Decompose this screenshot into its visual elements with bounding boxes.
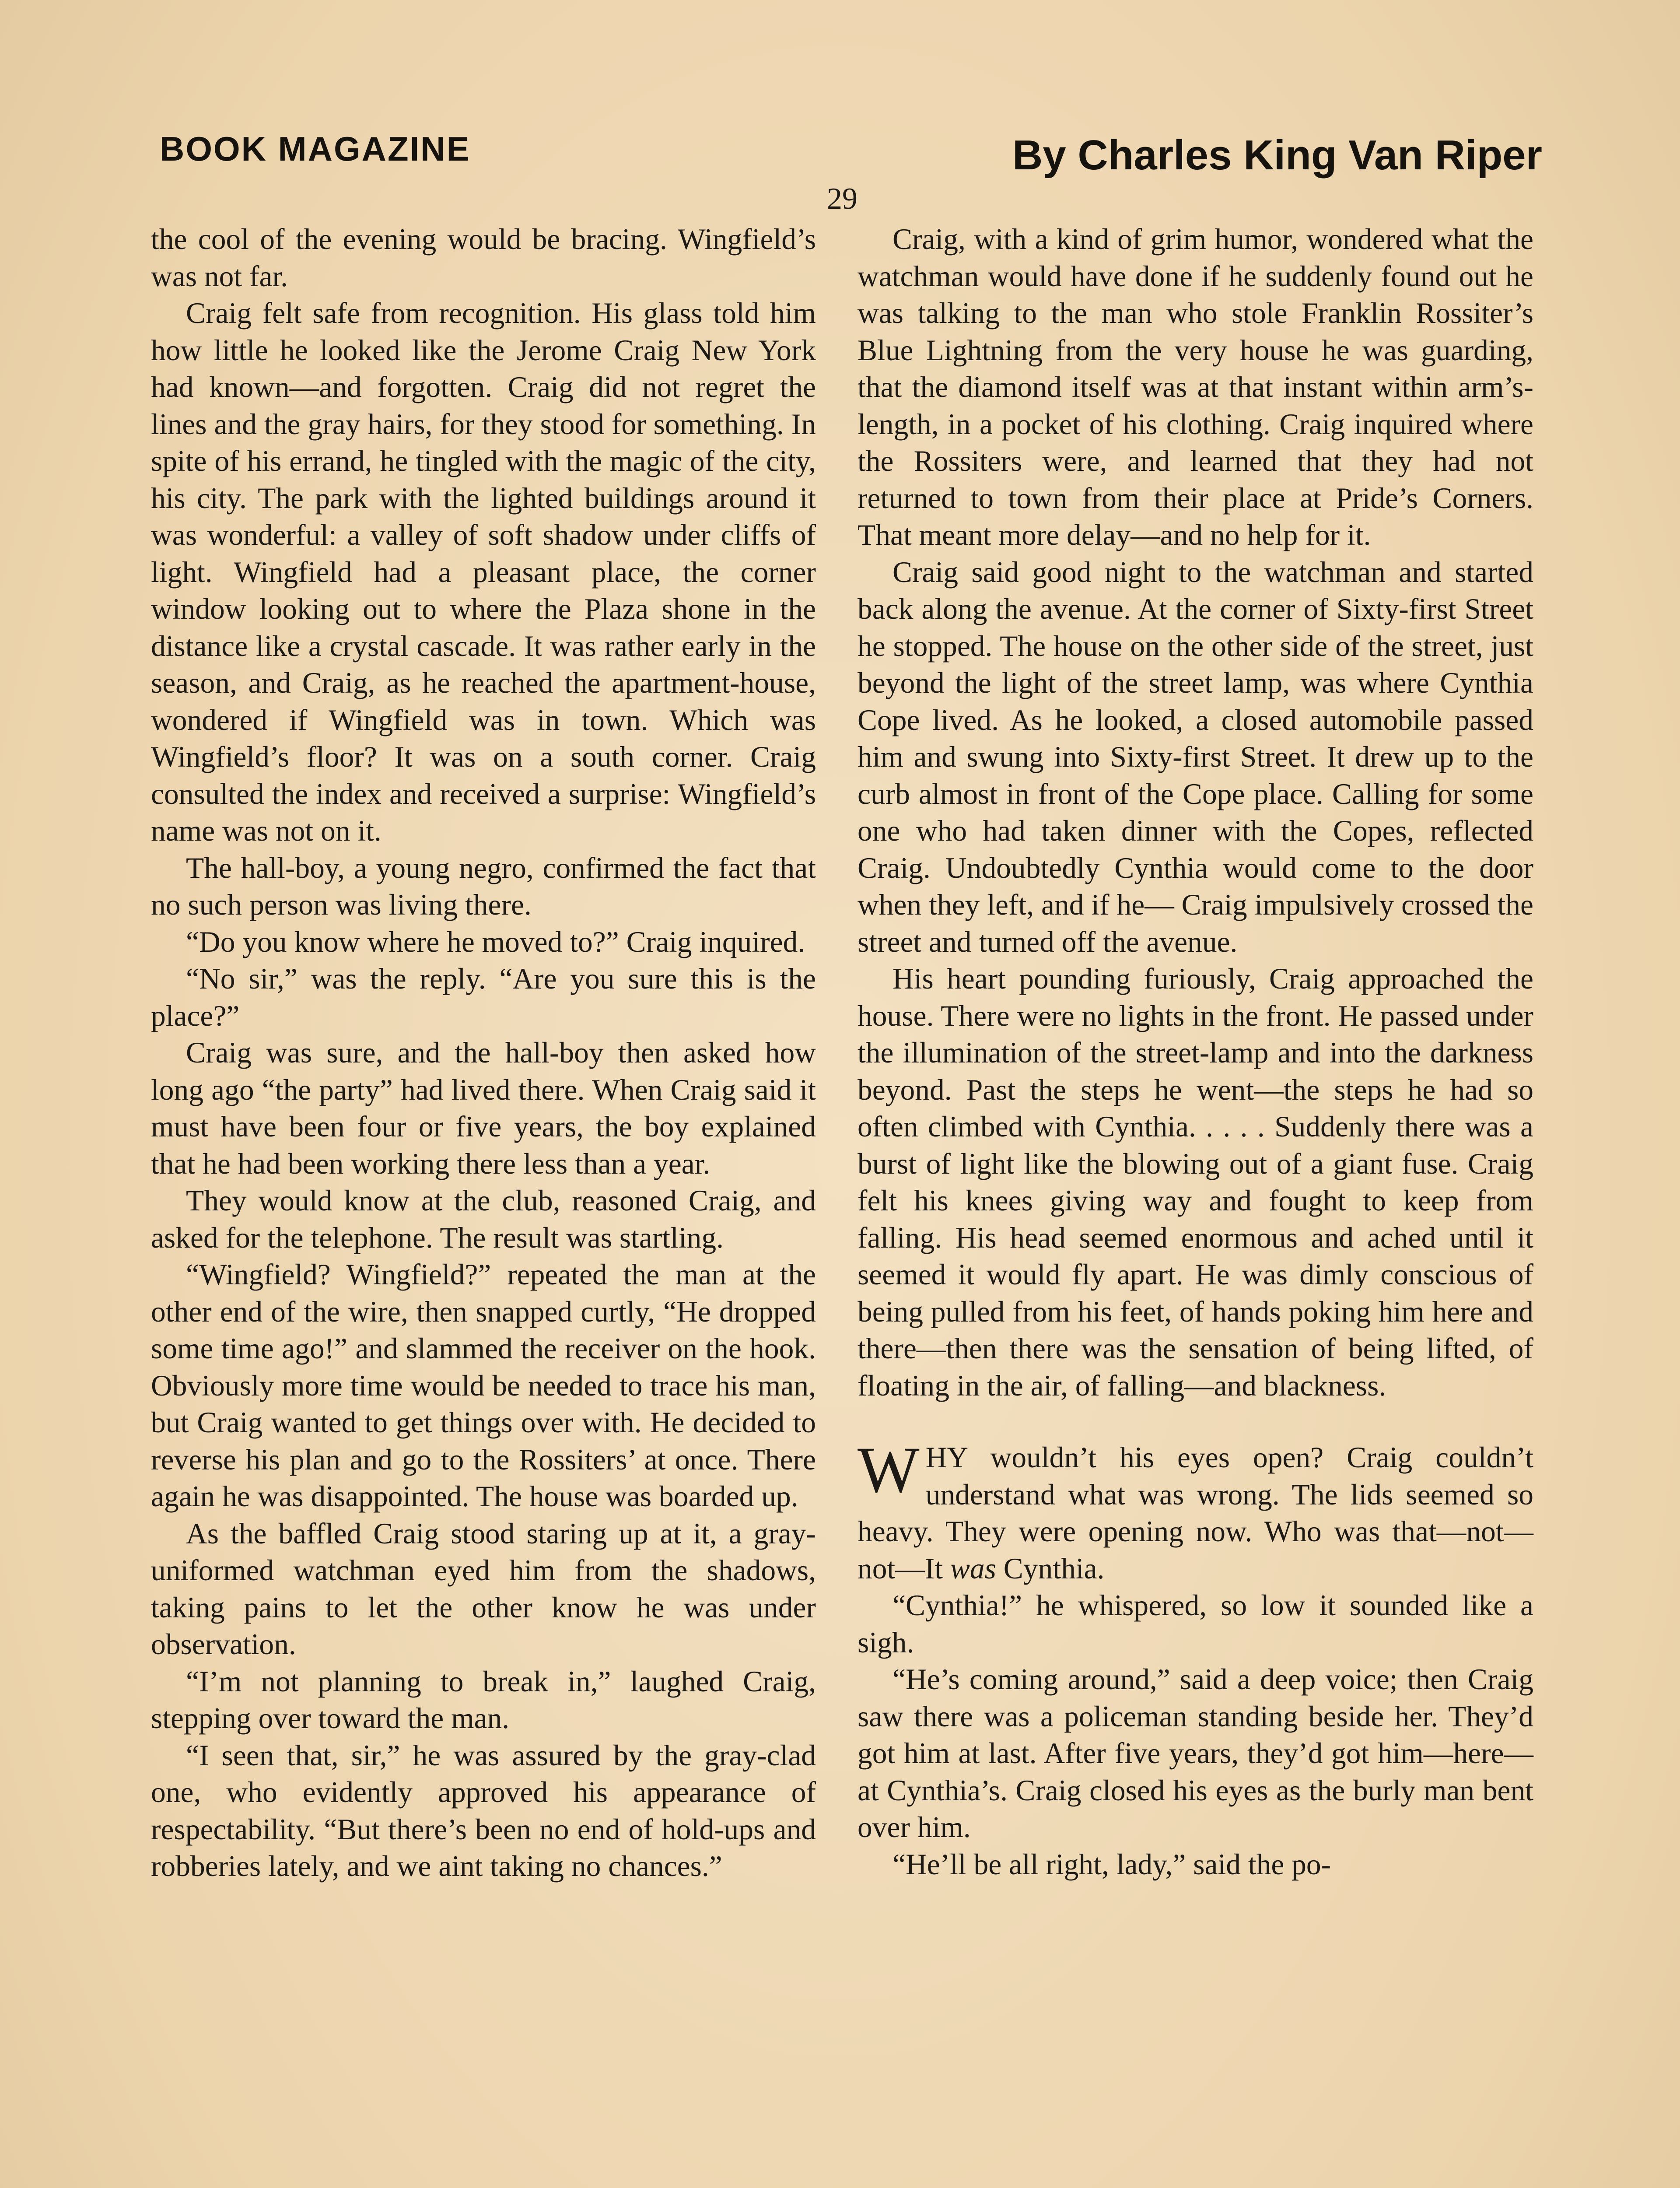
paragraph: “Wingfield? Wingfield?” repeated the man at the other end of the wire, then snapped curtly, “He dropped some time ago!” and slammed the receiver on the hook. Obviously more time would be needed to trace his man, but Craig wanted to get things over with. He decided to reverse his plan and go to the Rossiters’ at once. There again he was disappointed. The house was boarded up. [151,1258,816,1513]
paragraph: “He’ll be all right, lady,” said the po- [892,1848,1331,1881]
running-header-right: By Charles King Van Riper [1012,132,1542,179]
paragraph: His heart pounding furiously, Craig approached the house. There were no lights in the front. He passed under the illumination of the street-lamp and into the darkness beyond. Past the steps he went—the steps he had so often climbed with Cynthia. . . . . Suddenly there was a burst of light like the blowing out of a giant fuse. Craig felt his knees giving way and fought to keep from falling. His head seemed enormous and ached until it seemed it would fly apart. He was dimly conscious of being pulled from his feet, of hands poking him here and there—then there was the sensation of being lifted, of floating in the air, of falling—and blackness. [858,962,1533,1402]
right-column [858,221,1533,1883]
paragraph: As the baffled Craig stood staring up at it, a gray-uniformed watchman eyed him from the shadows, taking pains to let the other know he was under observation. [151,1517,816,1661]
paragraph: “I’m not planning to break in,” laughed Craig, stepping over toward the man. [151,1665,816,1735]
paragraph: Craig felt safe from recognition. His glass told him how little he looked like the Jerome Craig New York had known—and forgotten. Craig did not regret the lines and the gray hairs, for they stood for something. In spite of his errand, he tingled with the magic of the city, his city. The park with the lighted buildings around it was wonderful: a valley of soft shadow under cliffs of light. Wingfield had a pleasant place, the corner window looking out to where the Plaza shone in the distance like a crystal cascade. It was rather early in the season, and Craig, as he reached the apartment-house, wondered if Wingfield was in town. Which was Wingfield’s floor? It was on a south corner. Craig consulted the index and received a surprise: Wingfield’s name was not on it. [151,297,816,847]
paragraph: They would know at the club, reasoned Craig, and asked for the telephone. The result was startling. [151,1184,816,1254]
paragraph: “He’s coming around,” said a deep voice; then Craig saw there was a policeman standing beside her. They’d got him at last. After five years, they’d got him—here—at Cynthia’s. Craig closed his eyes as the burly man bent over him. [858,1663,1533,1844]
dropcap-text: HY wouldn’t his eyes open? Craig couldn’t understand what was wrong. The lids seemed so heavy. They were opening now. Who was that—not—not—It [858,1441,1533,1585]
section-opening-paragraph [858,1434,1533,1587]
dropcap-tail: Cynthia. [996,1552,1105,1585]
paragraph: Craig said good night to the watchman and started back along the avenue. At the corner of Sixty-first Street he stopped. The house on the other side of the street, just beyond the light of the street lamp, was where Cynthia Cope lived. As he looked, a closed automobile passed him and swung into Sixty-first Street. It drew up to the curb almost in front of the Cope place. Calling for some one who had taken dinner with the Copes, reflected Craig. Undoubtedly Cynthia would come to the door when they left, and if he— Craig impulsively crossed the street and turned off the avenue. [858,555,1533,958]
paragraph: “No sir,” was the reply. “Are you sure this is the place?” [151,962,816,1032]
paragraph: “I seen that, sir,” he was assured by the gray-clad one, who evidently approved his appearance of respectability. “But there’s been no end of hold-ups and robberies lately, and we aint taking no chances.” [151,1739,816,1883]
page-number: 29 [827,182,858,216]
paragraph: Craig was sure, and the hall-boy then asked how long ago “the party” had lived there. When Craig said it must have been four or five years, the boy explained that he had been working there less than a year. [151,1036,816,1180]
left-column [151,221,816,1885]
emphasis-text: was [950,1552,996,1585]
paragraph: Craig, with a kind of grim humor, wondered what the watchman would have done if he suddenly found out he was talking to the man who stole Franklin Rossiter’s Blue Lightning from the very house he was guarding, that the diamond itself was at that instant within arm’s-length, in a pocket of his clothing. Craig inquired where the Rossiters were, and learned that they had not returned to town from their place at Pride’s Corners. That meant more delay—and no help for it. [858,223,1533,551]
paragraph: the cool of the evening would be bracing. Wingfield’s was not far. [151,223,816,293]
paragraph: “Do you know where he moved to?” Craig inquired. [186,925,805,958]
paragraph: “Cynthia!” he whispered, so low it sounded like a sigh. [858,1589,1533,1659]
drop-cap: W [858,1434,920,1506]
running-header-left: BOOK MAGAZINE [160,130,471,168]
paragraph: The hall-boy, a young negro, confirmed the fact that no such person was living there. [151,851,816,921]
